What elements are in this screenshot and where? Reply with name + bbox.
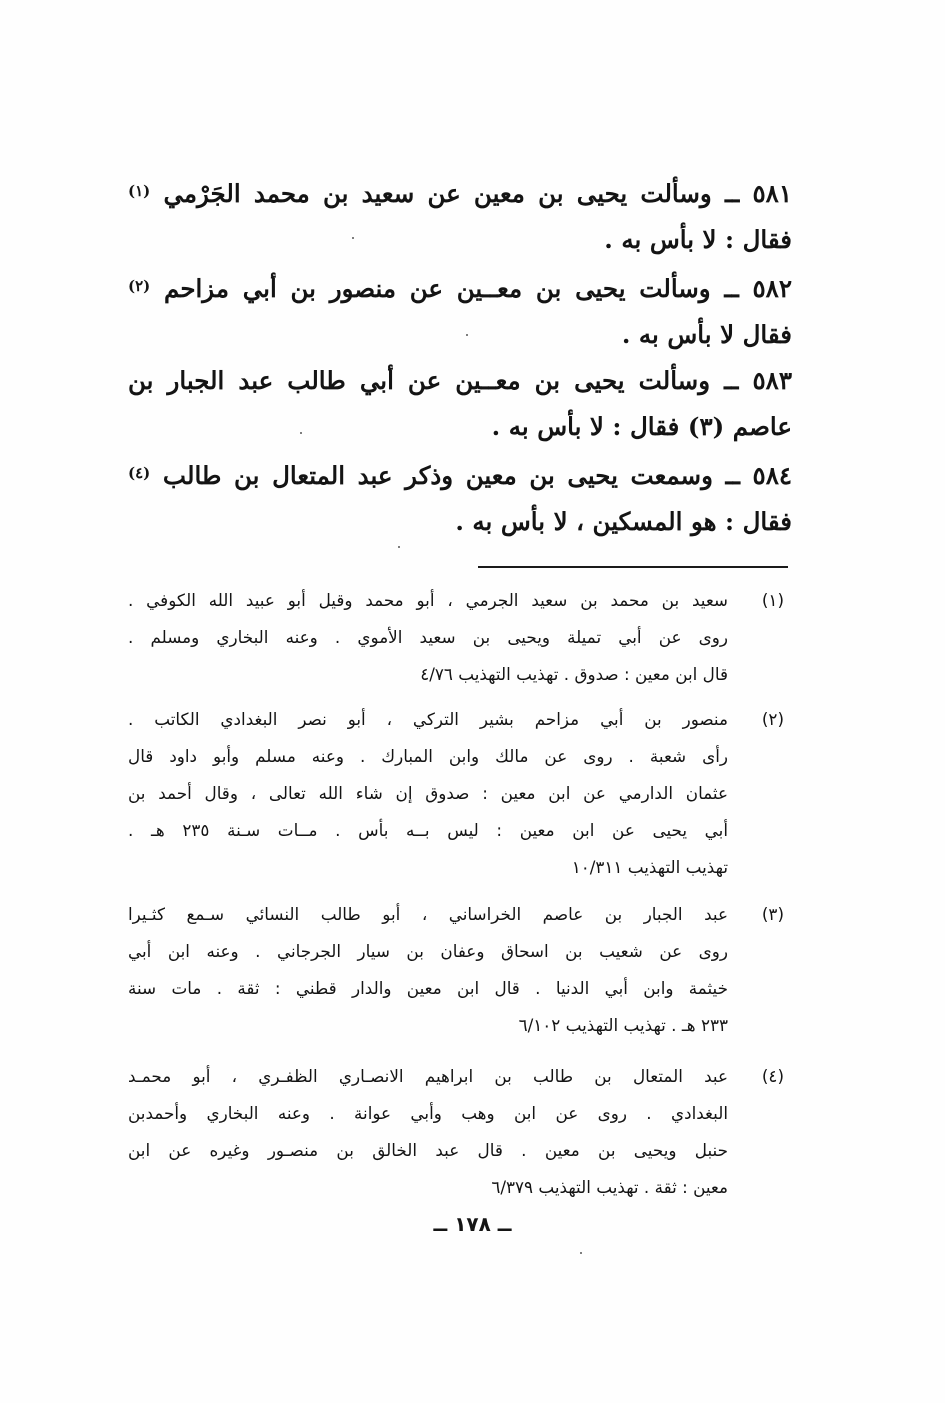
entry-584 (128, 450, 792, 545)
footnote-line: خيثمة وابن أبي الدنيا . قال ابن معين والدار قطني : ثقة . مات سنة (128, 978, 728, 998)
footnote-line: حنبل ويحيى بن معين . قال عبد الخالق بن منصـور وغيره عن ابن (128, 1140, 728, 1160)
main-text (128, 168, 792, 545)
entry-line: فقال : هو المسكين ، لا بأس به . (455, 507, 792, 536)
entry-line: ٥٨٢ ــ وسألت يحيى بن معــين عن منصور بن أبي مزاحم $^{(٢)}$ (128, 274, 792, 303)
footnote-number: (٢) (761, 709, 784, 729)
scan-speck (300, 432, 302, 434)
footnote-divider (478, 566, 788, 568)
footnote-line: أبي يحيى عن ابن معين : ليس بــه بأس . مــات سـنة ٢٣٥ هـ . (128, 820, 728, 840)
footnote-3 (128, 896, 790, 1044)
entry-581 (128, 168, 792, 263)
scan-speck (398, 546, 400, 548)
entry-line: فقال لا بأس به . (621, 320, 792, 349)
entry-line: عاصم (٣) فقال : لا بأس به . (491, 412, 792, 441)
footnote-line: روى عن شعيب بن اسحاق وعفان بن سيار الجرجاني . وعنه ابن أبي (128, 941, 728, 961)
footnote-number: (٤) (761, 1066, 784, 1086)
footnote-line: معين : ثقة . تهذيب التهذيب ٦/٣٧٩ (491, 1177, 728, 1197)
footnote-line: عبد المتعال بن طالب بن ابراهيم الانصـاري الظفـري ، أبو محمـد (128, 1066, 728, 1086)
footnote-line: تهذيب التهذيب ١٠/٣١١ (571, 857, 728, 877)
page-number: ــ ١٧٨ ــ (433, 1212, 512, 1236)
entry-583 (128, 358, 792, 450)
entry-line: ٥٨٤ ــ وسمعت يحيى بن معين وذكر عبد المتعال بن طالب $^{(٤)}$ (128, 461, 792, 490)
entry-line: ٥٨٣ ــ وسألت يحيى بن معــين عن أبي طالب عبد الجبار بن (128, 366, 792, 395)
footnote-line: عبد الجبار بن عاصم الخراساني ، أبو طالب النسائي سـمع كثـيرا (128, 904, 728, 924)
entry-line: ٥٨١ ــ وسألت يحيى بن معين عن سعيد بن محمد الجَرْمي $^{(١)}$ (128, 179, 792, 208)
footnote-line: سعيد بن محمد بن سعيد الجرمي ، أبو محمد وقيل أبو عبيد الله الكوفي . (128, 590, 728, 610)
footnote-line: رأى شعبة . روى عن مالك وابن المبارك . وعنه مسلم وأبو داود قال (128, 746, 728, 766)
footnote-ref: (٢) (128, 277, 151, 295)
footnote-line: عثمان الدارمي عن ابن معين : صدوق إن شاء الله تعالى ، وقال أحمد بن (128, 783, 728, 803)
entry-line: فقال : لا بأس به . (604, 225, 792, 254)
scan-speck (352, 237, 354, 239)
footnote-ref: (٤) (128, 464, 151, 482)
footnote-1 (128, 582, 790, 693)
footnote-number: (١) (761, 590, 784, 610)
entry-582 (128, 263, 792, 358)
footnote-line: روى عن أبي تميلة ويحيى بن سعيد الأموي . وعنه البخاري ومسلم . (128, 627, 728, 647)
footnote-4 (128, 1058, 790, 1206)
footnote-line: قال ابن معين : صدوق . تهذيب التهذيب ٤/٧٦ (420, 664, 728, 684)
footnote-line: منصور بن أبي مزاحم بشير التركي ، أبو نصر البغدادي الكاتب . (128, 709, 728, 729)
footnote-2 (128, 701, 790, 886)
footnote-line: ٢٣٣ هـ . تهذيب التهذيب ٦/١٠٢ (518, 1015, 728, 1035)
footnote-line: البغدادي . روى عن ابن وهب وأبي عوانة . وعنه البخاري وأحمدبن (128, 1103, 728, 1123)
footnotes (128, 582, 790, 1206)
footnote-ref: (١) (128, 182, 151, 200)
scan-speck (466, 334, 468, 336)
scan-speck (580, 1252, 582, 1254)
footnote-number: (٣) (761, 904, 784, 924)
